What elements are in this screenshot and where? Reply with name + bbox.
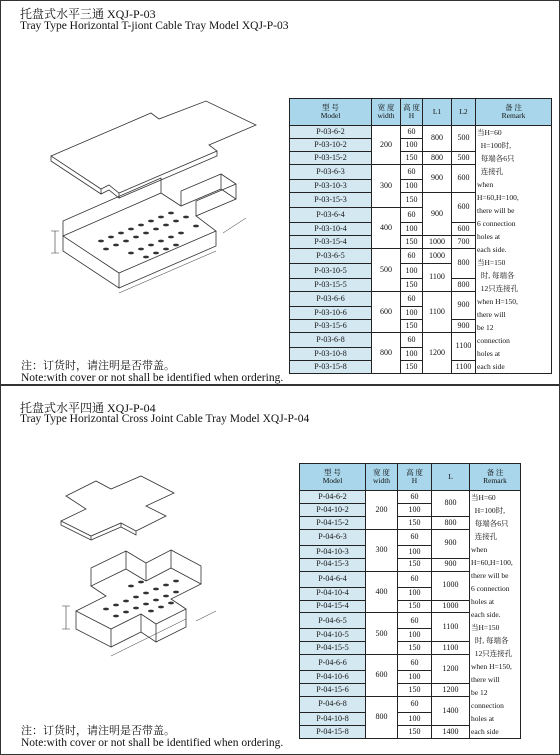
section-title-cn: 托盘式水平四通 XQJ-P-04 [20,401,156,415]
l-cell: 800 [432,516,470,529]
model-cell: P-04-15-3 [300,558,366,571]
height-cell: 150 [398,558,432,571]
height-cell: 60 [398,571,432,587]
l-cell: 1400 [432,697,470,726]
model-cell: P-03-6-6 [290,292,372,307]
spec-table-t-joint [289,98,552,374]
height-cell: 100 [398,671,432,684]
model-cell: P-03-10-8 [290,348,372,361]
model-cell: P-03-15-4 [290,235,372,248]
model-cell: P-03-15-6 [290,320,372,333]
model-cell: P-04-15-4 [300,600,366,613]
l-cell: 1000 [432,600,470,613]
height-cell: 60 [398,655,432,671]
l1-cell: 900 [423,164,452,192]
height-cell: 100 [398,587,432,600]
width-cell: 400 [372,207,401,248]
header-l1: L1 [423,99,452,126]
order-note-en: Note:with cover or not shall be identified when ordering. [21,372,284,384]
model-cell: P-04-10-6 [300,671,366,684]
header-remark: 备 注 Remark [470,464,521,491]
height-cell: 60 [401,164,423,179]
header-l: L [432,464,470,491]
header-width: 宽 度 width [366,464,398,491]
l-cell: 900 [432,558,470,571]
model-cell: P-04-15-2 [300,516,366,529]
width-cell: 600 [366,655,398,697]
l1-cell: 1100 [423,292,452,333]
height-cell: 60 [401,333,423,348]
l-cell: 900 [432,529,470,558]
l2-cell: 700 [452,235,476,248]
model-cell: P-04-6-2 [300,491,366,504]
model-cell: P-04-15-5 [300,642,366,655]
l1-cell: 1000 [423,235,452,248]
header-model: 型 号 Model [300,464,366,491]
table-row [290,126,552,139]
l2-cell: 500 [452,126,476,152]
l1-cell: 900 [423,192,452,235]
model-cell: P-04-10-2 [300,503,366,516]
model-cell: P-03-6-5 [290,248,372,263]
model-cell: P-04-6-3 [300,529,366,545]
height-cell: 150 [401,151,423,164]
model-cell: P-04-15-6 [300,684,366,697]
table-row [300,491,521,504]
height-cell: 60 [398,697,432,713]
section-title-en: Tray Type Horizontal T-jiont Cable Tray Model XQJ-P-03 [20,20,289,32]
width-cell: 500 [366,613,398,655]
height-cell: 100 [401,264,423,279]
l1-cell: 1200 [423,333,452,374]
model-cell: P-04-15-8 [300,726,366,739]
model-cell: P-04-10-5 [300,629,366,642]
spec-table-cross-joint [299,463,521,739]
l-cell: 1200 [432,684,470,697]
height-cell: 100 [398,713,432,726]
model-cell: P-03-15-8 [290,361,372,374]
l2-cell: 900 [452,320,476,333]
remark-cell: 当H=60 H=100时, 每端各6只 连接孔 when H=60,H=100, there will be 6 connection holes at each side. 当H=150 时, 每端各 12只连接孔 when H=150, there will be 12 connection holes at each side [470,491,521,739]
height-cell: 60 [401,207,423,222]
height-cell: 150 [398,684,432,697]
l2-cell: 600 [452,223,476,236]
height-cell: 100 [401,307,423,320]
l1-cell: 1100 [423,264,452,292]
height-cell: 100 [398,629,432,642]
model-cell: P-04-10-4 [300,587,366,600]
width-cell: 500 [372,248,401,291]
height-cell: 60 [401,126,423,139]
model-cell: P-03-6-3 [290,164,372,179]
l2-cell: 800 [452,248,476,278]
height-cell: 100 [398,545,432,558]
header-width: 宽 度 width [372,99,401,126]
l1-cell: 1000 [423,248,452,263]
height-cell: 60 [401,248,423,263]
model-cell: P-03-10-4 [290,223,372,236]
model-cell: P-03-10-2 [290,138,372,151]
height-cell: 100 [398,503,432,516]
l2-cell: 600 [452,164,476,192]
width-cell: 300 [372,164,401,207]
l2-cell: 600 [452,192,476,222]
model-cell: P-04-6-6 [300,655,366,671]
height-cell: 60 [398,491,432,504]
header-height: 高 度 H [401,99,423,126]
model-cell: P-03-6-2 [290,126,372,139]
height-cell: 100 [401,223,423,236]
model-cell: P-03-15-5 [290,279,372,292]
header-remark: 备 注 Remark [476,99,552,126]
model-cell: P-04-10-3 [300,545,366,558]
height-cell: 60 [398,613,432,629]
height-cell: 150 [401,320,423,333]
model-cell: P-04-6-8 [300,697,366,713]
header-height: 高 度 H [398,464,432,491]
l2-cell: 500 [452,151,476,164]
model-cell: P-04-6-4 [300,571,366,587]
height-cell: 100 [401,348,423,361]
l-cell: 1100 [432,642,470,655]
height-cell: 150 [398,516,432,529]
model-cell: P-04-6-5 [300,613,366,629]
l-cell: 1200 [432,655,470,684]
height-cell: 150 [398,726,432,739]
l-cell: 800 [432,491,470,517]
order-note-en: Note:with cover or not shall be identified when ordering. [21,737,284,749]
width-cell: 800 [372,333,401,374]
width-cell: 200 [372,126,401,165]
height-cell: 100 [401,179,423,192]
section-title-cn: 托盘式水平三通 XQJ-P-03 [20,7,156,21]
model-cell: P-03-15-3 [290,192,372,207]
model-cell: P-03-10-5 [290,264,372,279]
l1-cell: 800 [423,151,452,164]
section-title-en: Tray Type Horizontal Cross Joint Cable Tray Model XQJ-P-04 [20,413,310,425]
order-note-cn: 注：订货时，请注明是否带盖。 [21,360,175,372]
model-cell: P-03-15-2 [290,151,372,164]
l1-cell: 800 [423,126,452,152]
l-cell: 1100 [432,613,470,642]
height-cell: 150 [398,600,432,613]
height-cell: 150 [401,361,423,374]
order-note-cn: 注：订货时，请注明是否带盖。 [21,725,175,737]
remark-cell: 当H=60 H=100时, 每端各6只 连接孔 when H=60,H=100, there will be 6 connection holes at each side. 当H=150 时, 每端各 12只连接孔 when H=150, there will be 12 connection holes at each side [476,126,552,374]
model-cell: P-03-10-3 [290,179,372,192]
section-cross-joint [0,385,560,755]
l-cell: 1000 [432,571,470,600]
width-cell: 200 [366,491,398,530]
header-l2: L2 [452,99,476,126]
l2-cell: 1100 [452,361,476,374]
l2-cell: 800 [452,279,476,292]
height-cell: 60 [401,292,423,307]
model-cell: P-03-10-6 [290,307,372,320]
l2-cell: 1100 [452,333,476,361]
model-cell: P-04-10-8 [300,713,366,726]
height-cell: 150 [398,642,432,655]
height-cell: 60 [398,529,432,545]
height-cell: 150 [401,235,423,248]
l-cell: 1400 [432,726,470,739]
height-cell: 150 [401,192,423,207]
width-cell: 800 [366,697,398,739]
height-cell: 150 [401,279,423,292]
height-cell: 100 [401,138,423,151]
l2-cell: 900 [452,292,476,320]
width-cell: 300 [366,529,398,571]
table-header-row [290,99,552,126]
model-cell: P-03-6-4 [290,207,372,222]
cross-joint-drawing [56,471,256,681]
table-header-row [300,464,521,491]
t-joint-drawing [41,81,286,306]
header-model: 型 号 Model [290,99,372,126]
model-cell: P-03-6-8 [290,333,372,348]
width-cell: 600 [372,292,401,333]
width-cell: 400 [366,571,398,613]
